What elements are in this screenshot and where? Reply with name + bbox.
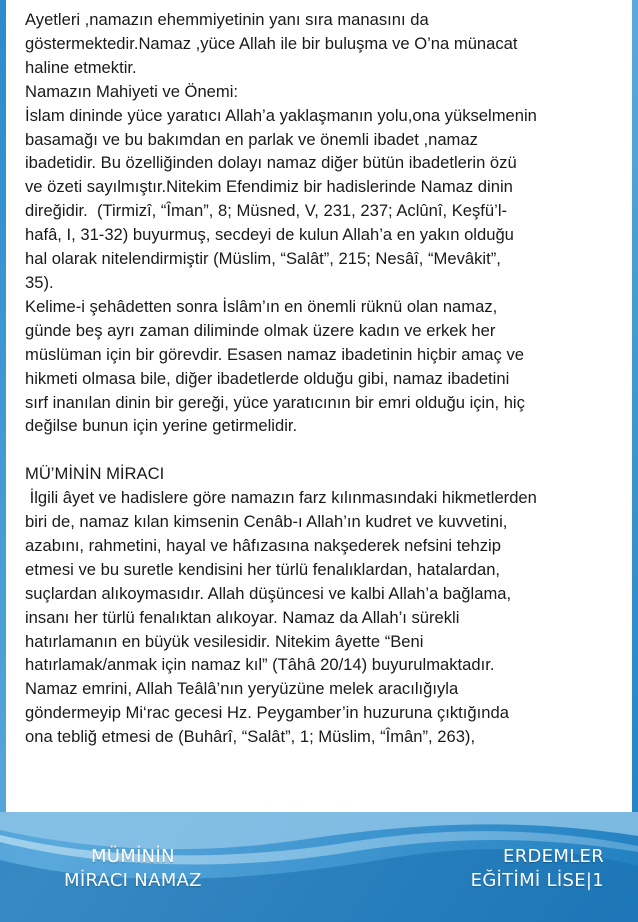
text-line: hikmeti olmasa bile, diğer ibadetlerde olduğu gibi, namaz ibadetini [25,368,510,388]
text-line: ibadetidir. Bu özelliğinden dolayı namaz diğer bütün ibadetlerin özü [25,153,517,173]
footer-right-title [471,845,604,893]
text-line: haline etmektir. [25,57,137,77]
text-line: Kelime-i şehâdetten sonra İslâm’ın en önemli rüknü olan namaz, [25,296,498,316]
text-line: suçlardan alıkoymasıdır. Allah düşüncesi ve kalbi Allah’a bağlama, [25,583,512,603]
text-line: etmesi ve bu suretle kendisini her türlü fenalıklardan, hatalardan, [25,559,501,579]
paragraph-spacer [25,438,625,462]
text-line: Ayetleri ,namazın ehemmiyetinin yanı sıra manasını da [25,10,429,29]
section-heading: MÜ’MİNİN MİRACI [25,464,165,484]
text-line: günde beş ayrı zaman diliminde olmak üzere kadın ve erkek her [25,320,496,340]
footer-right-line1: ERDEMLER [503,846,604,867]
text-line: biri de, namaz kılan kimsenin Cenâb-ı Allah’ın kudret ve kuvvetini, [25,512,508,532]
text-line: insanı her türlü fenalıktan alıkoyar. Namaz da Allah’ı sürekli [25,607,460,627]
section-heading: Namazın Mahiyeti ve Önemi: [25,81,239,101]
text-line: göndermeyip Mi‘rac gecesi Hz. Peygamber’in huzuruna çıktığında [25,703,509,723]
text-line: ve özeti sayılmıştır.Nitekim Efendimiz bir hadislerinde Namaz dinin [25,177,513,197]
text-line: göstermektedir.Namaz ,yüce Allah ile bir buluşma ve O’na münacat [25,33,518,53]
text-line: hatırlamanın en büyük vesilesidir. Nitekim âyette “Beni [25,631,424,651]
text-line: ona tebliğ etmesi de (Buhârî, “Salât”, 1; Müslim, “Îmân”, 263), [25,727,476,747]
text-line: azabını, rahmetini, hayal ve hâfızasına nakşederek nefsini tehzip [25,535,501,555]
text-line: sırf inanılan dinin bir gereği, yüce yaratıcının bir emri olduğu için, hiç [25,392,525,412]
text-line: hal olarak nitelendirmiştir (Müslim, “Salât”, 215; Nesâî, “Mevâkit”, [25,249,501,269]
document-body [25,8,625,749]
footer-right-line2: EĞİTİMİ LİSE|1 [470,870,604,891]
text-line: hafâ, I, 31-32) buyurmuş, secdeyi de kulun Allah’a en yakın olduğu [25,225,514,245]
text-line: İslam dininde yüce yaratıcı Allah’a yaklaşmanın yolu,ona yükselmenin [25,105,537,125]
text-line: değilse bunun için yerine getirmelidir. [25,416,298,436]
text-line: 35). [25,272,54,292]
footer-left-line1: MÜMİNİN [90,846,175,867]
text-line: Namaz emrini, Allah Teâlâ’nın yeryüzüne melek aracılığıyla [25,679,459,699]
footer-left-line2: MİRACI NAMAZ [64,870,202,891]
text-line: direğidir. (Tirmizî, “Îman”, 8; Müsned, V, 231, 237; Aclûnî, Keşfü’l- [25,201,508,221]
text-line: İlgili âyet ve hadislere göre namazın farz kılınmasındaki hikmetlerden [25,488,537,508]
text-line: müslüman için bir görevdir. Esasen namaz ibadetinin hiçbir amaç ve [25,344,524,364]
footer-left-title [64,845,202,893]
text-line: basamağı ve bu bakımdan en parlak ve önemli ibadet ,namaz [25,129,478,149]
text-line: hatırlamak/anmak için namaz kıl” (Tâhâ 20/14) buyurulmaktadır. [25,655,495,675]
